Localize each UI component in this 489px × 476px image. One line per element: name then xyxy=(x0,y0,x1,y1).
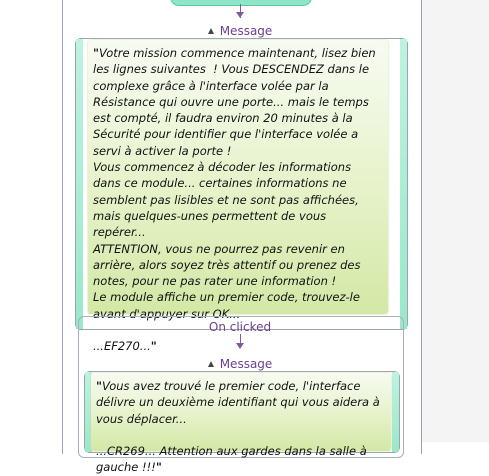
message2-side-bar-right xyxy=(392,372,399,452)
message-block[interactable] xyxy=(75,38,408,354)
message2-text: "Vous avez trouvé le premier code, l'interface délivre un deuxième identifiant qui vous aidera à vous déplacer... ...CR269... Attention aux gardes dans la salle à gauche !!!" xyxy=(96,379,380,475)
message-header-label: Message xyxy=(219,24,273,38)
message-text: "Votre mission commence maintenant, lisez bien les lignes suivantes ! Vous DESCENDEZ dans le complexe grâce à l'interface volée par la Résistance qui ouvre une porte... mais le temps est compté, il faudra environ 20 minutes à la Sécurité pour identifier que l'interface volée a servi à activer la porte ! Vous commencez à décoder les informations dans ce module... certaines informations ne semblent pas lisibles et ne sont pas affichées, mais quelques-unes permettent de vous repérer... ATTENTION, vous ne pourrez pas revenir en arrière, alors soyez très attentif ou prenez des notes, pour ne pas rater une information ! Le module affiche un premier code, trouvez-le avant d'appuyer sur OK... ...EF270..." xyxy=(93,46,376,354)
on-clicked-label: On clicked xyxy=(208,320,272,334)
message-side-bar-right xyxy=(400,39,407,329)
message-header-2[interactable] xyxy=(160,357,320,371)
previous-step-node[interactable] xyxy=(170,0,312,6)
message-side-bar-left xyxy=(76,39,83,329)
right-scroll-gutter[interactable] xyxy=(415,0,489,442)
message-header[interactable] xyxy=(160,24,320,38)
message-block-2[interactable] xyxy=(84,371,400,475)
connector-arrow-top xyxy=(236,12,244,18)
message2-text-area[interactable] xyxy=(91,373,391,475)
message-header-label-2: Message xyxy=(219,357,273,371)
collapse-triangle-icon-2[interactable] xyxy=(208,361,214,367)
collapse-triangle-icon[interactable] xyxy=(208,28,214,34)
